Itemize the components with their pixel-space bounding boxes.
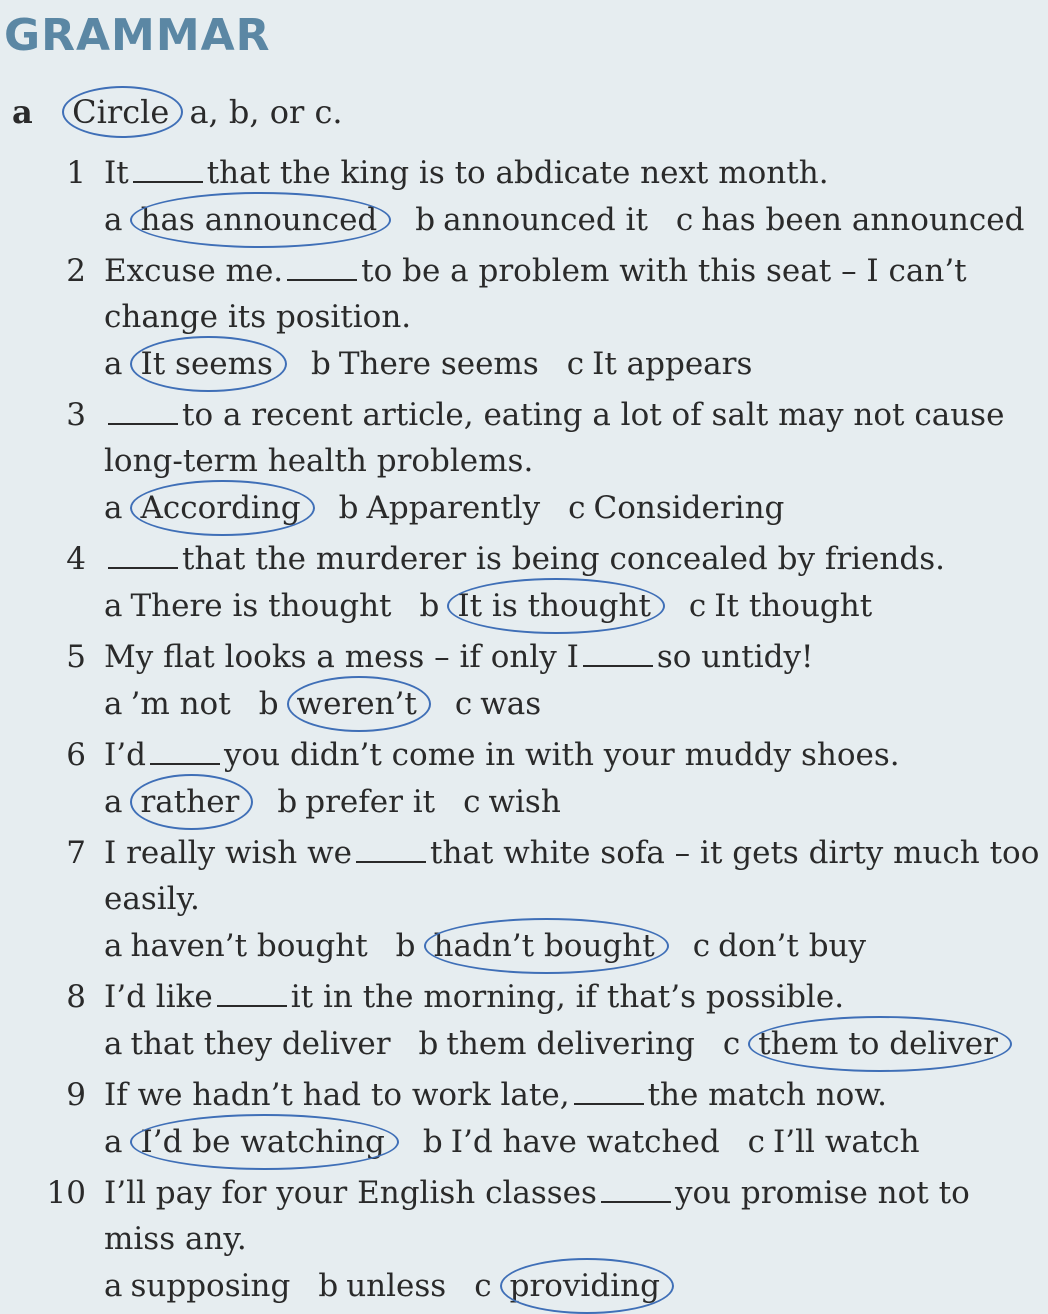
question-item (0, 392, 1048, 532)
option-letter: c (747, 1124, 766, 1160)
option-letter: b (277, 784, 298, 820)
option-text: them delivering (446, 1026, 695, 1062)
answer-blank[interactable] (133, 159, 203, 183)
option-letter: c (688, 588, 707, 624)
option-text-circled: It is thought (449, 582, 659, 630)
answer-blank[interactable] (356, 839, 426, 863)
answer-option-c[interactable] (723, 1020, 1008, 1068)
answer-option-b[interactable] (419, 1020, 695, 1068)
question-text-after: you didn’t come in with your muddy shoes. (223, 737, 900, 773)
question-number: 9 (66, 1077, 86, 1113)
answer-option-a[interactable] (104, 340, 283, 388)
instruction-line (12, 90, 343, 134)
answer-option-a[interactable] (104, 680, 231, 728)
answer-blank[interactable] (287, 257, 357, 281)
question-item (0, 536, 1048, 630)
option-text: ’m not (130, 686, 231, 722)
option-text-circled: providing (502, 1262, 668, 1310)
answer-option-b[interactable] (277, 778, 435, 826)
answer-option-c[interactable] (689, 582, 872, 630)
option-letter: a (104, 1026, 123, 1062)
option-letter: c (566, 346, 585, 382)
option-letter: a (104, 784, 123, 820)
question-text (104, 830, 1048, 922)
instruction-circled-word: Circle (64, 90, 177, 134)
question-number: 10 (46, 1175, 86, 1211)
question-text (104, 392, 1048, 484)
answer-options (104, 582, 1048, 630)
question-text-before: I’d like (104, 979, 213, 1015)
question-number: 3 (66, 397, 86, 433)
answer-option-b[interactable] (420, 582, 661, 630)
answer-option-a[interactable] (104, 1118, 395, 1166)
question-text (104, 974, 1048, 1020)
question-text-after: you promise not to miss any. (104, 1175, 970, 1257)
option-text-circled: I’d be watching (132, 1118, 392, 1166)
option-text: prefer it (305, 784, 436, 820)
question-text-after: to be a problem with this seat – I can’t change its position. (104, 253, 967, 335)
answer-option-a[interactable] (104, 484, 311, 532)
answer-option-b[interactable] (423, 1118, 720, 1166)
option-letter: b (310, 346, 331, 382)
option-letter: a (104, 202, 123, 238)
option-text-circled: them to deliver (750, 1020, 1006, 1068)
option-text: don’t buy (718, 928, 867, 964)
answer-options (104, 1262, 1048, 1310)
option-letter: c (568, 490, 586, 526)
option-text: There is thought (130, 588, 392, 624)
answer-blank[interactable] (601, 1179, 671, 1203)
answer-option-b[interactable] (339, 484, 540, 532)
answer-blank[interactable] (583, 643, 653, 667)
question-text (104, 536, 1048, 582)
answer-option-a[interactable] (104, 778, 249, 826)
answer-options (104, 1020, 1048, 1068)
answer-option-a[interactable] (104, 922, 368, 970)
answer-options (104, 196, 1048, 244)
answer-blank[interactable] (108, 545, 178, 569)
option-text: has been announced (701, 202, 1025, 238)
answer-options (104, 680, 1048, 728)
question-number: 8 (66, 979, 86, 1015)
question-text-after: so untidy! (656, 639, 814, 675)
option-letter: a (104, 1124, 123, 1160)
question-text-after: to a recent article, eating a lot of salt may not cause long-term health problems. (104, 397, 1005, 479)
question-text (104, 248, 1048, 340)
question-text-before: I’ll pay for your English classes (104, 1175, 597, 1211)
option-letter: a (104, 1268, 123, 1304)
answer-options (104, 340, 1048, 388)
question-text-after: the match now. (647, 1077, 888, 1113)
answer-blank[interactable] (108, 401, 178, 425)
question-item (0, 1072, 1048, 1166)
question-item (0, 634, 1048, 728)
answer-options (104, 922, 1048, 970)
answer-option-a[interactable] (104, 1262, 290, 1310)
question-text-before: My flat looks a mess – if only I (104, 639, 579, 675)
option-text-circled: It seems (132, 340, 280, 388)
option-letter: c (692, 928, 711, 964)
answer-option-c[interactable] (568, 484, 784, 532)
option-text: It appears (592, 346, 753, 382)
option-text-circled: rather (132, 778, 247, 826)
question-text (104, 1072, 1048, 1118)
option-letter: b (395, 928, 416, 964)
answer-option-c[interactable] (693, 922, 866, 970)
question-text-before: I really wish we (104, 835, 352, 871)
question-text (104, 634, 1048, 680)
option-text: I’d have watched (450, 1124, 720, 1160)
option-text: was (480, 686, 542, 722)
question-text-before: I’d (104, 737, 146, 773)
answer-option-b[interactable] (415, 196, 648, 244)
option-text: It thought (714, 588, 873, 624)
option-letter: b (419, 588, 440, 624)
option-letter: c (675, 202, 694, 238)
question-text-before: If we hadn’t had to work late, (104, 1077, 570, 1113)
question-item (0, 150, 1048, 244)
option-letter: a (104, 588, 123, 624)
option-text: Apparently (366, 490, 541, 526)
answer-option-c[interactable] (748, 1118, 920, 1166)
question-text-before: Excuse me. (104, 253, 284, 289)
question-item (0, 732, 1048, 826)
question-number: 5 (66, 639, 86, 675)
option-text-circled: hadn’t bought (426, 922, 663, 970)
question-item (0, 1170, 1048, 1310)
option-letter: a (104, 490, 123, 526)
instruction-text: a, b, or c. (189, 93, 343, 131)
question-list (0, 150, 1048, 1314)
question-text (104, 150, 1048, 196)
section-heading: GRAMMAR (4, 10, 271, 61)
instruction-letter: a (12, 93, 33, 131)
option-letter: c (463, 784, 481, 820)
answer-option-b[interactable] (259, 680, 427, 728)
option-text: Considering (593, 490, 785, 526)
option-letter: a (104, 928, 123, 964)
option-letter: c (722, 1026, 741, 1062)
answer-option-a[interactable] (104, 1020, 391, 1068)
answer-option-c[interactable] (463, 778, 561, 826)
question-text-after: it in the morning, if that’s possible. (290, 979, 845, 1015)
question-number: 4 (66, 541, 86, 577)
option-letter: b (415, 202, 436, 238)
question-text-before: It (104, 155, 129, 191)
option-letter: b (258, 686, 279, 722)
answer-options (104, 484, 1048, 532)
option-text: that they deliver (130, 1026, 391, 1062)
option-text-circled: weren’t (289, 680, 425, 728)
question-text (104, 732, 1048, 778)
answer-blank[interactable] (217, 983, 287, 1007)
answer-option-c[interactable] (676, 196, 1025, 244)
question-text-after: that white sofa – it gets dirty much too easily. (104, 835, 1040, 917)
answer-blank[interactable] (574, 1081, 644, 1105)
option-letter: b (422, 1124, 443, 1160)
option-text-circled: has announced (132, 196, 385, 244)
option-letter: b (338, 490, 359, 526)
option-text-circled: According (132, 484, 308, 532)
option-text: There seems (338, 346, 539, 382)
question-text-after: that the king is to abdicate next month. (206, 155, 829, 191)
question-number: 1 (66, 155, 86, 191)
option-text: haven’t bought (130, 928, 368, 964)
option-letter: c (454, 686, 473, 722)
option-letter: c (474, 1268, 492, 1304)
question-item (0, 974, 1048, 1068)
option-text: unless (346, 1268, 447, 1304)
answer-options (104, 778, 1048, 826)
question-number: 6 (66, 737, 86, 773)
question-item (0, 248, 1048, 388)
answer-option-c[interactable] (567, 340, 753, 388)
question-number: 7 (66, 835, 86, 871)
answer-options (104, 1118, 1048, 1166)
question-text (104, 1170, 1048, 1262)
option-text: supposing (130, 1268, 291, 1304)
answer-blank[interactable] (150, 741, 220, 765)
answer-option-c[interactable] (455, 680, 541, 728)
option-text: wish (488, 784, 561, 820)
answer-option-a[interactable] (104, 196, 387, 244)
option-text: announced it (443, 202, 648, 238)
question-text-after: that the murderer is being concealed by friends. (182, 541, 945, 577)
answer-option-a[interactable] (104, 582, 392, 630)
answer-option-b[interactable] (311, 340, 539, 388)
option-letter: b (318, 1268, 339, 1304)
answer-option-c[interactable] (474, 1262, 670, 1310)
option-letter: a (104, 686, 123, 722)
question-number: 2 (66, 253, 86, 289)
question-item (0, 830, 1048, 970)
option-text: I’ll watch (773, 1124, 920, 1160)
option-letter: a (104, 346, 123, 382)
answer-option-b[interactable] (318, 1262, 446, 1310)
option-letter: b (418, 1026, 439, 1062)
answer-option-b[interactable] (396, 922, 665, 970)
